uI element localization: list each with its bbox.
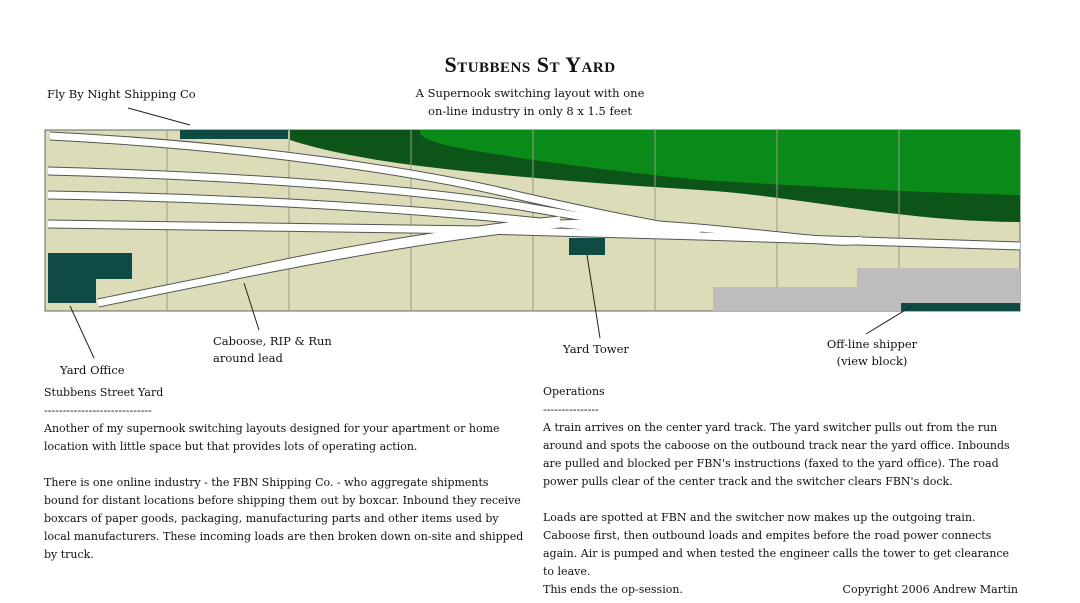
label-caboose-lead-line-2: around lead	[213, 351, 283, 365]
operations-paragraph-3: This ends the op-session.	[543, 583, 683, 596]
subtitle-line-1: A Supernook switching layout with one	[415, 86, 645, 100]
yard-tower-building	[569, 238, 605, 255]
label-caboose-lead	[213, 333, 332, 367]
left-heading: Stubbens Street Yard	[44, 386, 164, 399]
left-heading-rule: -----------------------------	[44, 404, 152, 417]
label-offline-shipper-line-2: (view block)	[836, 354, 908, 368]
offline-shipper-building	[901, 303, 1020, 311]
left-paragraph-1: Another of my supernook switching layouts designed for your apartment or home location with little space but that provides lots of operating action.	[44, 422, 500, 453]
label-yard-tower: Yard Tower	[563, 342, 629, 356]
operations-paragraph-1: A train arrives on the center yard track. The yard switcher pulls out from the run around and spots the caboose on the outbound track near the yard office. Inbounds are pulled and blocked per FBN's instructions (faxed to the yard office). The road power pulls clear of the center track and the switcher clears FBN's dock.	[543, 421, 1010, 488]
operations-last-line	[543, 581, 1018, 599]
label-offline-shipper	[812, 336, 932, 370]
operations-heading-rule: ---------------	[543, 403, 599, 416]
label-offline-shipper-line-1: Off-line shipper	[826, 337, 918, 351]
subtitle-line-2: on-line industry in only 8 x 1.5 feet	[428, 104, 632, 118]
right-column	[543, 383, 1018, 599]
label-yard-office: Yard Office	[60, 363, 125, 377]
leader-yard-office	[70, 306, 94, 358]
left-column	[44, 384, 524, 582]
operations-heading: Operations	[543, 385, 605, 398]
left-paragraph-2: There is one online industry - the FBN Shipping Co. - who aggregate shipments bound for distant locations before shipping them out by boxcar. Inbound they receive boxcars of paper goods, packaging, manufacturing parts and other items used by local manufacturers. These incoming loads are then broken down on-site and shipped by truck.	[44, 476, 524, 561]
page-title: Stubbens St Yard	[444, 52, 616, 77]
label-fly-by-night-shipping: Fly By Night Shipping Co	[47, 87, 196, 101]
copyright: Copyright 2006 Andrew Martin	[842, 583, 1018, 596]
label-caboose-lead-line-1: Caboose, RIP & Run	[213, 334, 332, 348]
operations-paragraph-2: Loads are spotted at FBN and the switcher now makes up the outgoing train. Caboose first, then outbound loads and empites before the road power connects again. Air is pumped and when tested the engineer calls the tower to get clearance to leave.	[543, 511, 1010, 578]
fly-by-night-shipping-building	[180, 130, 288, 139]
